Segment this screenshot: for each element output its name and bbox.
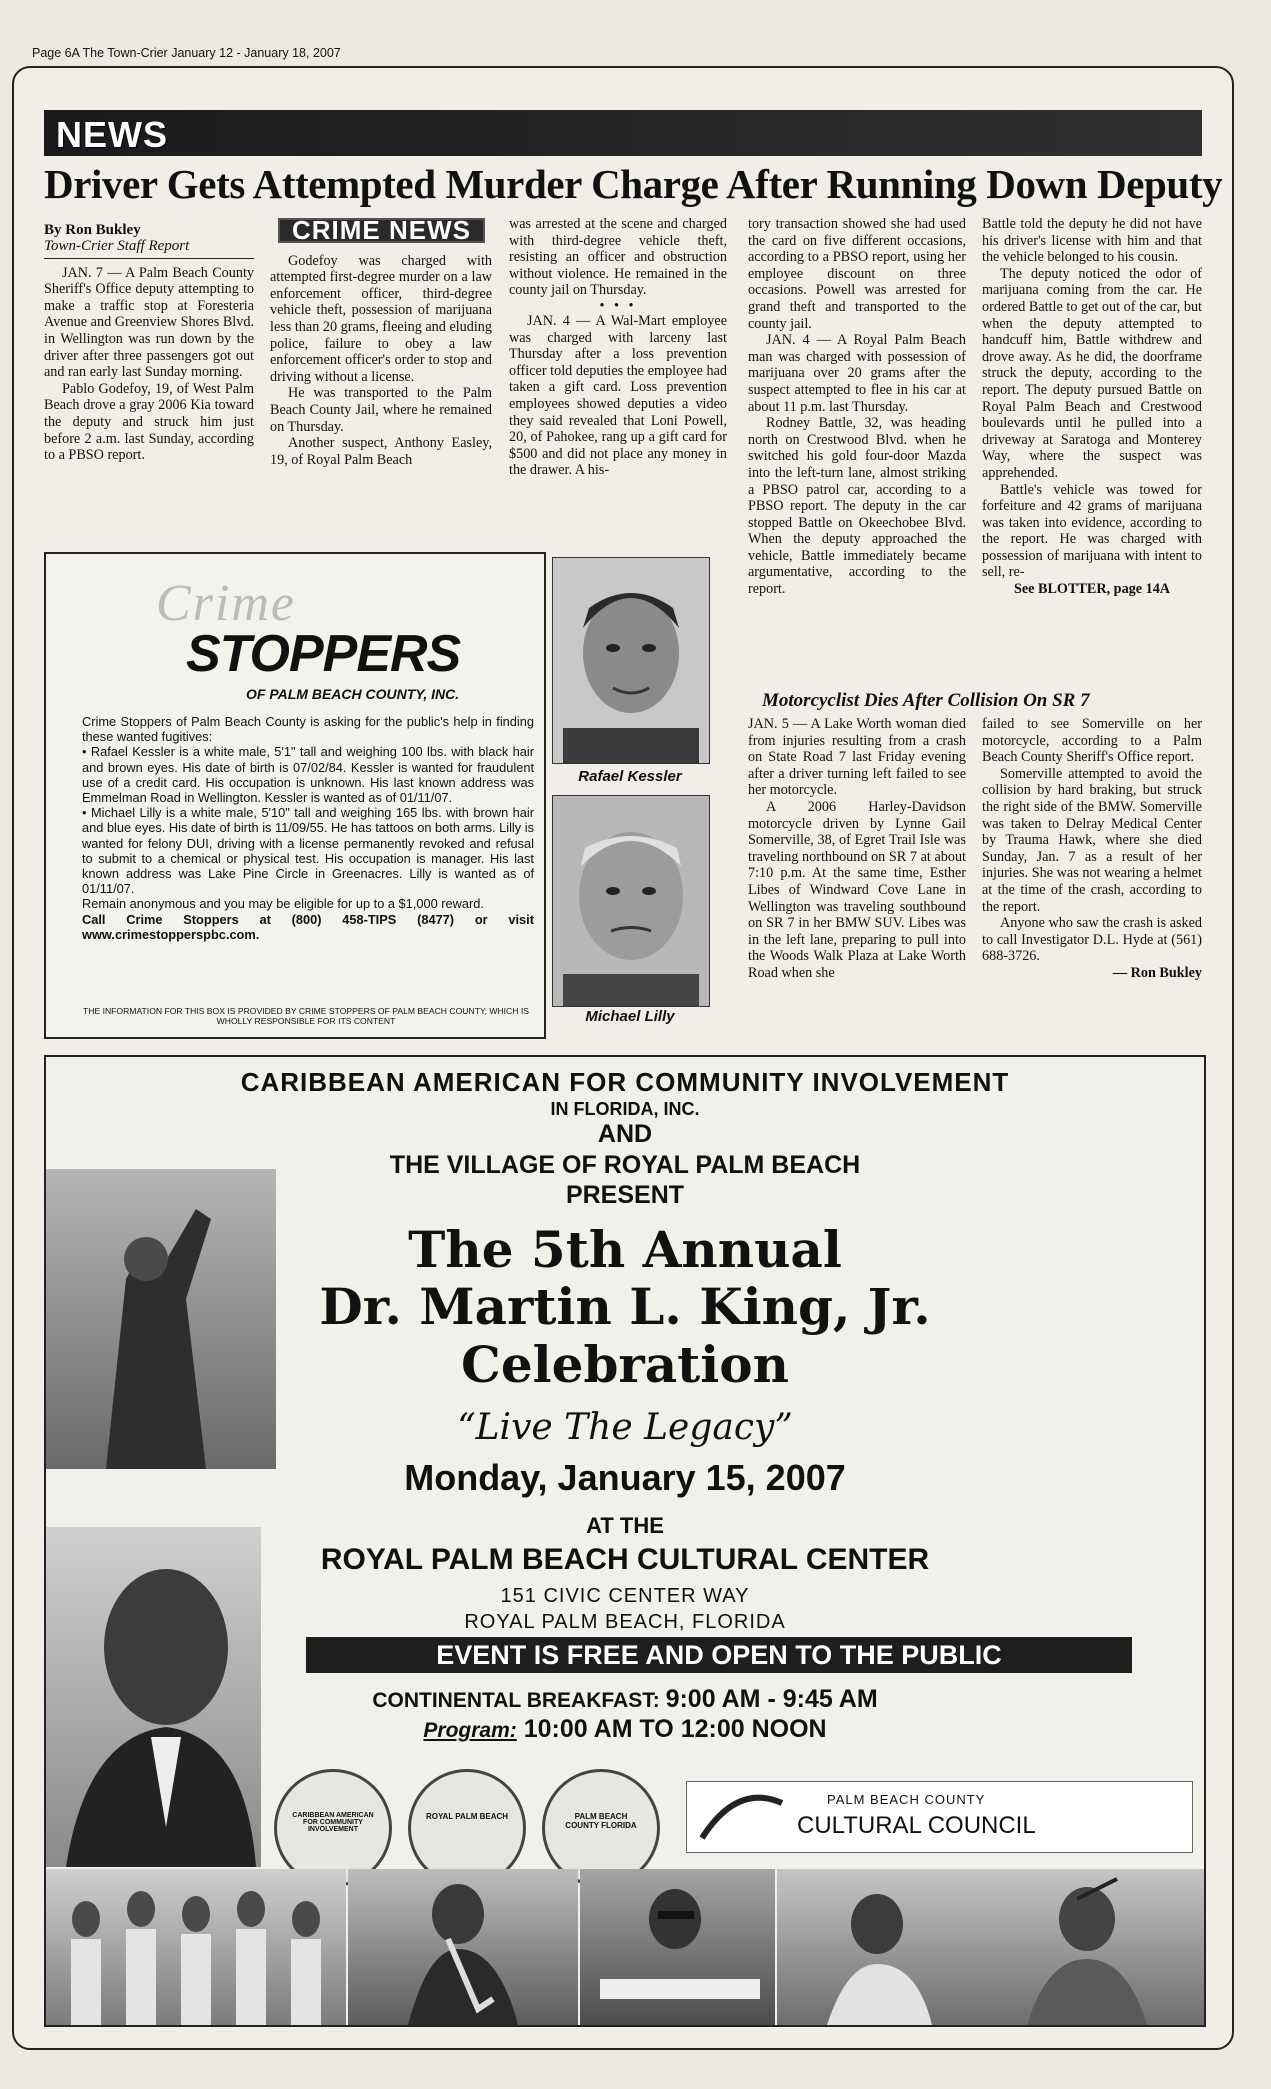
seal-text: ROYAL PALM BEACH	[425, 1812, 509, 1821]
band-photo	[777, 1869, 1204, 2025]
motorcycle-column-2	[982, 716, 1202, 982]
paragraph: Anyone who saw the crash is asked to call Investigator D.L. Hyde at (561) 688-3726.	[982, 915, 1202, 965]
page-header: Page 6A The Town-Crier January 12 - January 18, 2007	[32, 46, 341, 60]
story-column-2	[270, 215, 492, 468]
paragraph: tory transaction showed she had used the card on five different occasions, according to a PBSO report, using her employee discount on three occasions. Powell was arrested for grand theft and transported to the county jail.	[748, 216, 966, 332]
paragraph: Battle told the deputy he did not have his driver's license with him and that the vehicle belonged to his cousin.	[982, 216, 1202, 266]
crime-stoppers-text	[82, 714, 534, 942]
ad-title-2: Dr. Martin L. King, Jr.	[319, 1277, 931, 1336]
paragraph: A 2006 Harley-Davidson motorcycle driven by Lynne Gail Somerville, 38, of Egret Trail Isle was traveling northbound on SR 7 at about 7:10 p.m. At the same time, Esther Libes of Windward Cove Lane in Wellington was traveling southbound on SR 7 in her BMW SUV. Libes was in the left lane, preparing to pull into the Woods Walk Plaza at Lake Worth Road when she	[748, 798, 966, 981]
ad-free-bar	[306, 1637, 1132, 1673]
breakfast-label: CONTINENTAL BREAKFAST:	[372, 1689, 660, 1712]
paragraph: Somerville attempted to avoid the collision by hard braking, but struck the right side of the BMW. Somerville was taken to Delray Medical Center by Trauma Hawk, where she died Sunday, Jan. 7 as a result of her injuries. She was not wearing a helmet at the time of the crash, according to the report.	[982, 765, 1202, 915]
council-main: CULTURAL COUNCIL	[797, 1812, 1036, 1839]
intro: Crime Stoppers of Palm Beach County is asking for the public's help in finding these wanted fugitives:	[82, 714, 534, 745]
paragraph: JAN. 4 — A Wal-Mart employee was charged with larceny last Thursday after a loss prevention officer told deputies the employee had taken a gift card. Loss prevention employees showed deputies a video they said revealed that Loni Powell, 20, of Pahokee, rang up a gift card for $500 and did not place any money in the drawer. A his-	[509, 312, 727, 479]
story-headline: Driver Gets Attempted Murder Charge After Running Down Deputy	[44, 161, 1223, 207]
council-top: PALM BEACH COUNTY	[827, 1792, 986, 1807]
signoff: — Ron Bukley	[1112, 964, 1202, 981]
byline-role: Town-Crier Staff Report	[44, 238, 254, 259]
paragraph: JAN. 5 — A Lake Worth woman died from injuries resulting from a crash on State Road 7 last Friday evening after a driver turning left failed to see her motorcycle.	[748, 716, 966, 799]
fugitive-1: • Rafael Kessler is a white male, 5'1" tall and weighing 100 lbs. with black hair and brown eyes. His date of birth is 07/02/84. Kessler is wanted for fraudulent use of a credit card. His occupation is unknown. His last known address was Emmelman Road in Wellington. Kessler is wanted as of 01/11/07.	[82, 744, 534, 806]
program-time: 10:00 AM TO 12:00 NOON	[523, 1715, 827, 1743]
continued-link[interactable]: See BLOTTER, page 14A	[1013, 581, 1171, 598]
paragraph: Battle's vehicle was towed for forfeiture and 42 grams of marijuana was taken into evidence, according to the report. He was charged with possession of marijuana with intent to sell, re-	[982, 481, 1202, 581]
caption-lilly: Michael Lilly	[585, 1008, 675, 1025]
paragraph: The deputy noticed the odor of marijuana coming from the car. He ordered Battle to get out of the car, but when the deputy attempted to handcuff him, Battle withdrew and drove away. As he did, the doorframe struck the deputy, according to the report. The deputy pursued Battle on Royal Palm Beach and Crestwood boulevards until he pulled into a driveway at Saratoga and Monterey Way, where the suspect was apprehended.	[982, 265, 1202, 481]
crime-news-badge: CRIME NEWS	[278, 218, 485, 243]
crime-stoppers-logo-script: Crime	[156, 575, 296, 632]
saxophonist-photo	[348, 1869, 578, 2025]
swoosh-icon	[697, 1788, 787, 1848]
choir-photo	[46, 1869, 346, 2025]
ad-org-1: CARIBBEAN AMERICAN FOR COMMUNITY INVOLVEMENT	[240, 1067, 1010, 1097]
paragraph: He was transported to the Palm Beach County Jail, where he remained on Thursday.	[270, 385, 492, 435]
story-column-5	[982, 216, 1202, 598]
paragraph: JAN. 7 — A Palm Beach County Sheriff's Office deputy attempting to make a traffic stop at Foresteria Avenue and Greenview Shores Blvd. in Wellington was run down by the driver after three passengers got out and ran early last Sunday morning.	[44, 264, 254, 381]
ad-at: AT THE	[586, 1513, 664, 1538]
crime-stoppers-logo: STOPPERS	[186, 625, 461, 683]
motorcycle-headline: Motorcyclist Dies After Collision On SR 7	[762, 690, 1090, 711]
breakfast-time: 9:00 AM - 9:45 AM	[665, 1685, 878, 1713]
seal-text: CARIBBEAN AMERICAN FOR COMMUNITY INVOLVEMENT	[292, 1812, 374, 1833]
ad-and: AND	[597, 1120, 653, 1148]
reward-line: Remain anonymous and you may be eligible for up to a $1,000 reward.	[82, 896, 484, 912]
paragraph: Pablo Godefoy, 19, of West Palm Beach drove a gray 2006 Kia toward the deputy and struck him just before 2 a.m. last Sunday, according to a PBSO report.	[44, 380, 254, 464]
story-column-1	[44, 223, 254, 464]
mugshot-lilly	[552, 795, 710, 1007]
ad-free-text: EVENT IS FREE AND OPEN TO THE PUBLIC	[436, 1640, 1002, 1670]
section-label: NEWS	[56, 114, 168, 155]
paragraph: Rodney Battle, 32, was heading north on Crestwood Blvd. when he switched his gold four-door Mazda into the left-turn lane, almost striking a PBSO patrol car, according to a PBSO report. The deputy in the car stopped Battle on Okeechobee Blvd. When the deputy approached the vehicle, Battle immediately became argumentative, according to the report.	[748, 415, 966, 598]
crime-stoppers-box	[44, 552, 546, 1039]
paragraph: failed to see Somerville on her motorcycle, according to a Palm Beach County Sheriff's Office report.	[982, 716, 1202, 766]
story-column-4	[748, 216, 966, 598]
ad-title-1: The 5th Annual	[408, 1220, 842, 1279]
ad-venue: ROYAL PALM BEACH CULTURAL CENTER	[320, 1543, 930, 1576]
caption-kessler: Rafael Kessler	[578, 768, 682, 785]
mugshot-kessler	[552, 557, 710, 764]
ad-program	[46, 1715, 1204, 1744]
cultural-council-logo	[686, 1781, 1193, 1853]
separator: • • •	[599, 297, 637, 314]
ad-address-1: 151 CIVIC CENTER WAY	[500, 1585, 750, 1607]
story-column-3	[509, 216, 727, 479]
section-banner	[44, 110, 1202, 156]
ad-breakfast	[46, 1685, 1204, 1714]
ad-address-2: ROYAL PALM BEACH, FLORIDA	[464, 1611, 786, 1633]
paragraph: was arrested at the scene and charged with third-degree vehicle theft, resisting an officer and obstruction without violence. He remained in the county jail on Thursday.	[509, 216, 727, 299]
byline: By Ron Bukley	[44, 222, 141, 238]
ad-title-3: Celebration	[461, 1335, 789, 1394]
seal-text: PALM BEACH COUNTY FLORIDA	[565, 1812, 637, 1830]
paragraph: Another suspect, Anthony Easley, 19, of Royal Palm Beach	[270, 435, 492, 468]
program-label: Program:	[423, 1719, 517, 1742]
ad-tagline: “Live The Legacy”	[457, 1407, 793, 1448]
ad-org-2: THE VILLAGE OF ROYAL PALM BEACH	[389, 1151, 861, 1179]
crime-stoppers-footer: THE INFORMATION FOR THIS BOX IS PROVIDED BY CRIME STOPPERS OF PALM BEACH COUNTY, WHICH IS WHOLLY RESPONSIBLE FOR ITS CONTENT	[83, 1006, 529, 1026]
motorcycle-column-1	[748, 716, 966, 982]
call-line[interactable]: Call Crime Stoppers at (800) 458-TIPS (8477) or visit www.crimestopperspbc.com.	[82, 911, 534, 942]
ad-org-1b: IN FLORIDA, INC.	[550, 1099, 700, 1119]
paragraph: JAN. 4 — A Royal Palm Beach man was charged with possession of marijuana over 20 grams after the suspect attempted to flee in his car at about 11 p.m. last Thursday.	[748, 332, 966, 415]
pianist-photo	[580, 1869, 775, 2025]
paragraph: Godefoy was charged with attempted first-degree murder on a law enforcement officer, third-degree vehicle theft, possession of marijuana less than 20 grams, fleeing and eluding police, failure to obey a law enforcement officer's order to stop and driving without a license.	[270, 252, 492, 385]
ad-date: Monday, January 15, 2007	[404, 1457, 846, 1498]
mlk-celebration-ad	[44, 1055, 1206, 2027]
crime-stoppers-logo-sub: OF PALM BEACH COUNTY, INC.	[246, 686, 460, 702]
fugitive-2: • Michael Lilly is a white male, 5'10" tall and weighing 165 lbs. with brown hair and blue eyes. His date of birth is 11/09/55. He has tattoos on both arms. Lilly is wanted for felony DUI, driving with a license permanently revoked and refusal to submit to a chemical or physical test. His occupation is manager. His last known address was Lake Pine Circle in Greenacres. Lilly is wanted as of 01/11/07.	[82, 805, 534, 897]
ad-present: PRESENT	[565, 1181, 685, 1209]
